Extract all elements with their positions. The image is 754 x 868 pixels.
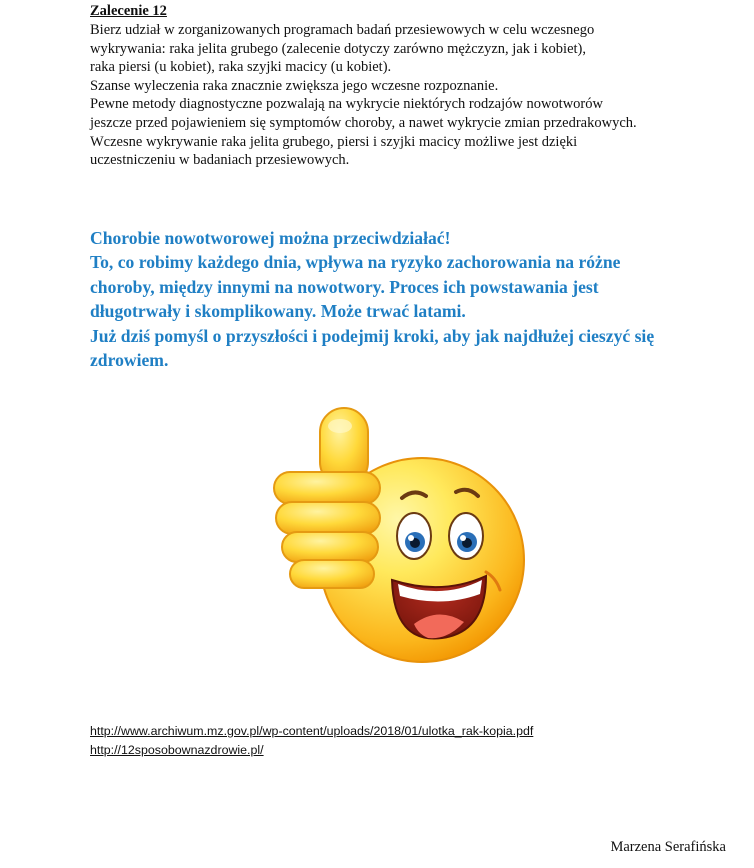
body-line: Szanse wyleczenia raka znacznie zwiększa jego wczesne rozpoznanie. <box>90 77 499 94</box>
highlight-line: długotrwały i skomplikowany. Może trwać latami. <box>90 301 466 322</box>
body-line: raka piersi (u kobiet), raka szyjki macicy (u kobiet). <box>90 59 392 76</box>
body-line: uczestniczeniu w badaniach przesiewowych. <box>90 152 350 169</box>
body-line: wykrywania: raka jelita grubego (zalecenie dotyczy zarówno mężczyzn, jak i kobiet), <box>90 40 586 57</box>
highlight-line: Już dziś pomyśl o przyszłości i podejmij kroki, aby jak najdłużej cieszyć się <box>90 325 655 346</box>
body-paragraph <box>90 21 730 170</box>
author-name: Marzena Serafińska <box>610 839 726 855</box>
body-line: Bierz udział w zorganizowanych programach badań przesiewowych w celu wczesnego <box>90 22 595 38</box>
body-line: Pewne metody diagnostyczne pozwalają na wykrycie niektórych rodzajów nowotworów <box>90 96 603 113</box>
highlight-line: To, co robimy każdego dnia, wpływa na ryzyko zachorowania na różne <box>90 252 621 273</box>
highlight-line: zdrowiem. <box>90 350 169 371</box>
highlight-line: choroby, między innymi na nowotwory. Proces ich powstawania jest <box>90 276 599 297</box>
thumbs-up-smiley-icon <box>242 400 532 670</box>
highlight-line: Chorobie nowotworowej można przeciwdziałać! <box>90 228 451 248</box>
highlight-paragraph <box>90 226 730 372</box>
recommendation-heading: Zalecenie 12 <box>90 3 167 19</box>
source-links <box>90 722 533 760</box>
body-line: jeszcze przed pojawieniem się symptomów choroby, a nawet wykrycie zmian przedrakowych. <box>90 114 637 131</box>
body-line: Wczesne wykrywanie raka jelita grubego, piersi i szyjki macicy możliwe jest dzięki <box>90 133 578 150</box>
source-link-pdf[interactable]: http://www.archiwum.mz.gov.pl/wp-content/uploads/2018/01/ulotka_rak-kopia.pdf <box>90 724 534 738</box>
source-link-site[interactable]: http://12sposobownazdrowie.pl/ <box>90 743 264 757</box>
hand <box>274 408 380 588</box>
